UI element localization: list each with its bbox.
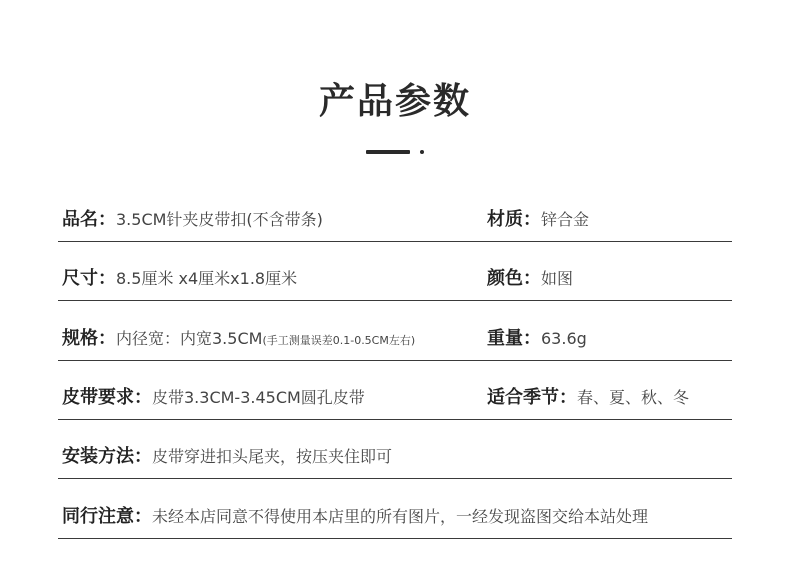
spec-season [487,384,689,412]
spec-color-value: 如图 [541,269,574,288]
spec-size [62,265,297,293]
page-title: 产品参数 [318,81,471,122]
spec-install-method [62,443,392,471]
title-underline-dot [420,150,424,154]
spec-specification [62,325,415,355]
spec-material [487,206,589,234]
spec-size-label: 尺寸： [62,268,116,289]
spec-name [62,206,323,234]
spec-specification-value: 内径宽：内宽3.5CM [116,329,263,348]
spec-notice [62,503,648,531]
spec-material-label: 材质： [487,209,541,230]
spec-name-value: 3.5CM针夹皮带扣(不含带条) [116,210,323,229]
spec-specification-label: 规格： [62,328,116,349]
spec-row-name-material [58,206,732,242]
title-underline-bar [366,150,410,154]
spec-color [487,265,573,293]
spec-belt-requirement-label: 皮带要求： [62,387,152,408]
spec-belt-requirement [62,384,365,412]
spec-row-spec-weight [58,325,732,361]
spec-notice-value: 未经本店同意不得使用本店里的所有图片，一经发现盗图交给本站处理 [152,507,649,526]
spec-notice-label: 同行注意： [62,506,152,527]
title-decoration [366,150,426,156]
spec-belt-requirement-value: 皮带3.3CM-3.45CM圆孔皮带 [152,388,365,407]
spec-specification-note: (手工测量误差0.1-0.5CM左右) [262,334,416,347]
spec-row-install [58,443,732,479]
spec-row-belt-season [58,384,732,420]
spec-size-value: 8.5厘米 x4厘米x1.8厘米 [116,269,298,288]
spec-weight-value: 63.6g [541,329,587,348]
spec-install-method-label: 安装方法： [62,446,152,467]
spec-weight-label: 重量： [487,328,541,349]
spec-color-label: 颜色： [487,268,541,289]
spec-row-notice [58,503,732,539]
spec-weight [487,325,587,353]
spec-install-method-value: 皮带穿进扣头尾夹，按压夹住即可 [152,447,393,466]
spec-season-label: 适合季节： [487,387,577,408]
spec-season-value: 春、夏、秋、冬 [577,388,690,407]
spec-material-value: 锌合金 [541,210,590,229]
spec-row-size-color [58,265,732,301]
spec-name-label: 品名： [62,209,116,230]
